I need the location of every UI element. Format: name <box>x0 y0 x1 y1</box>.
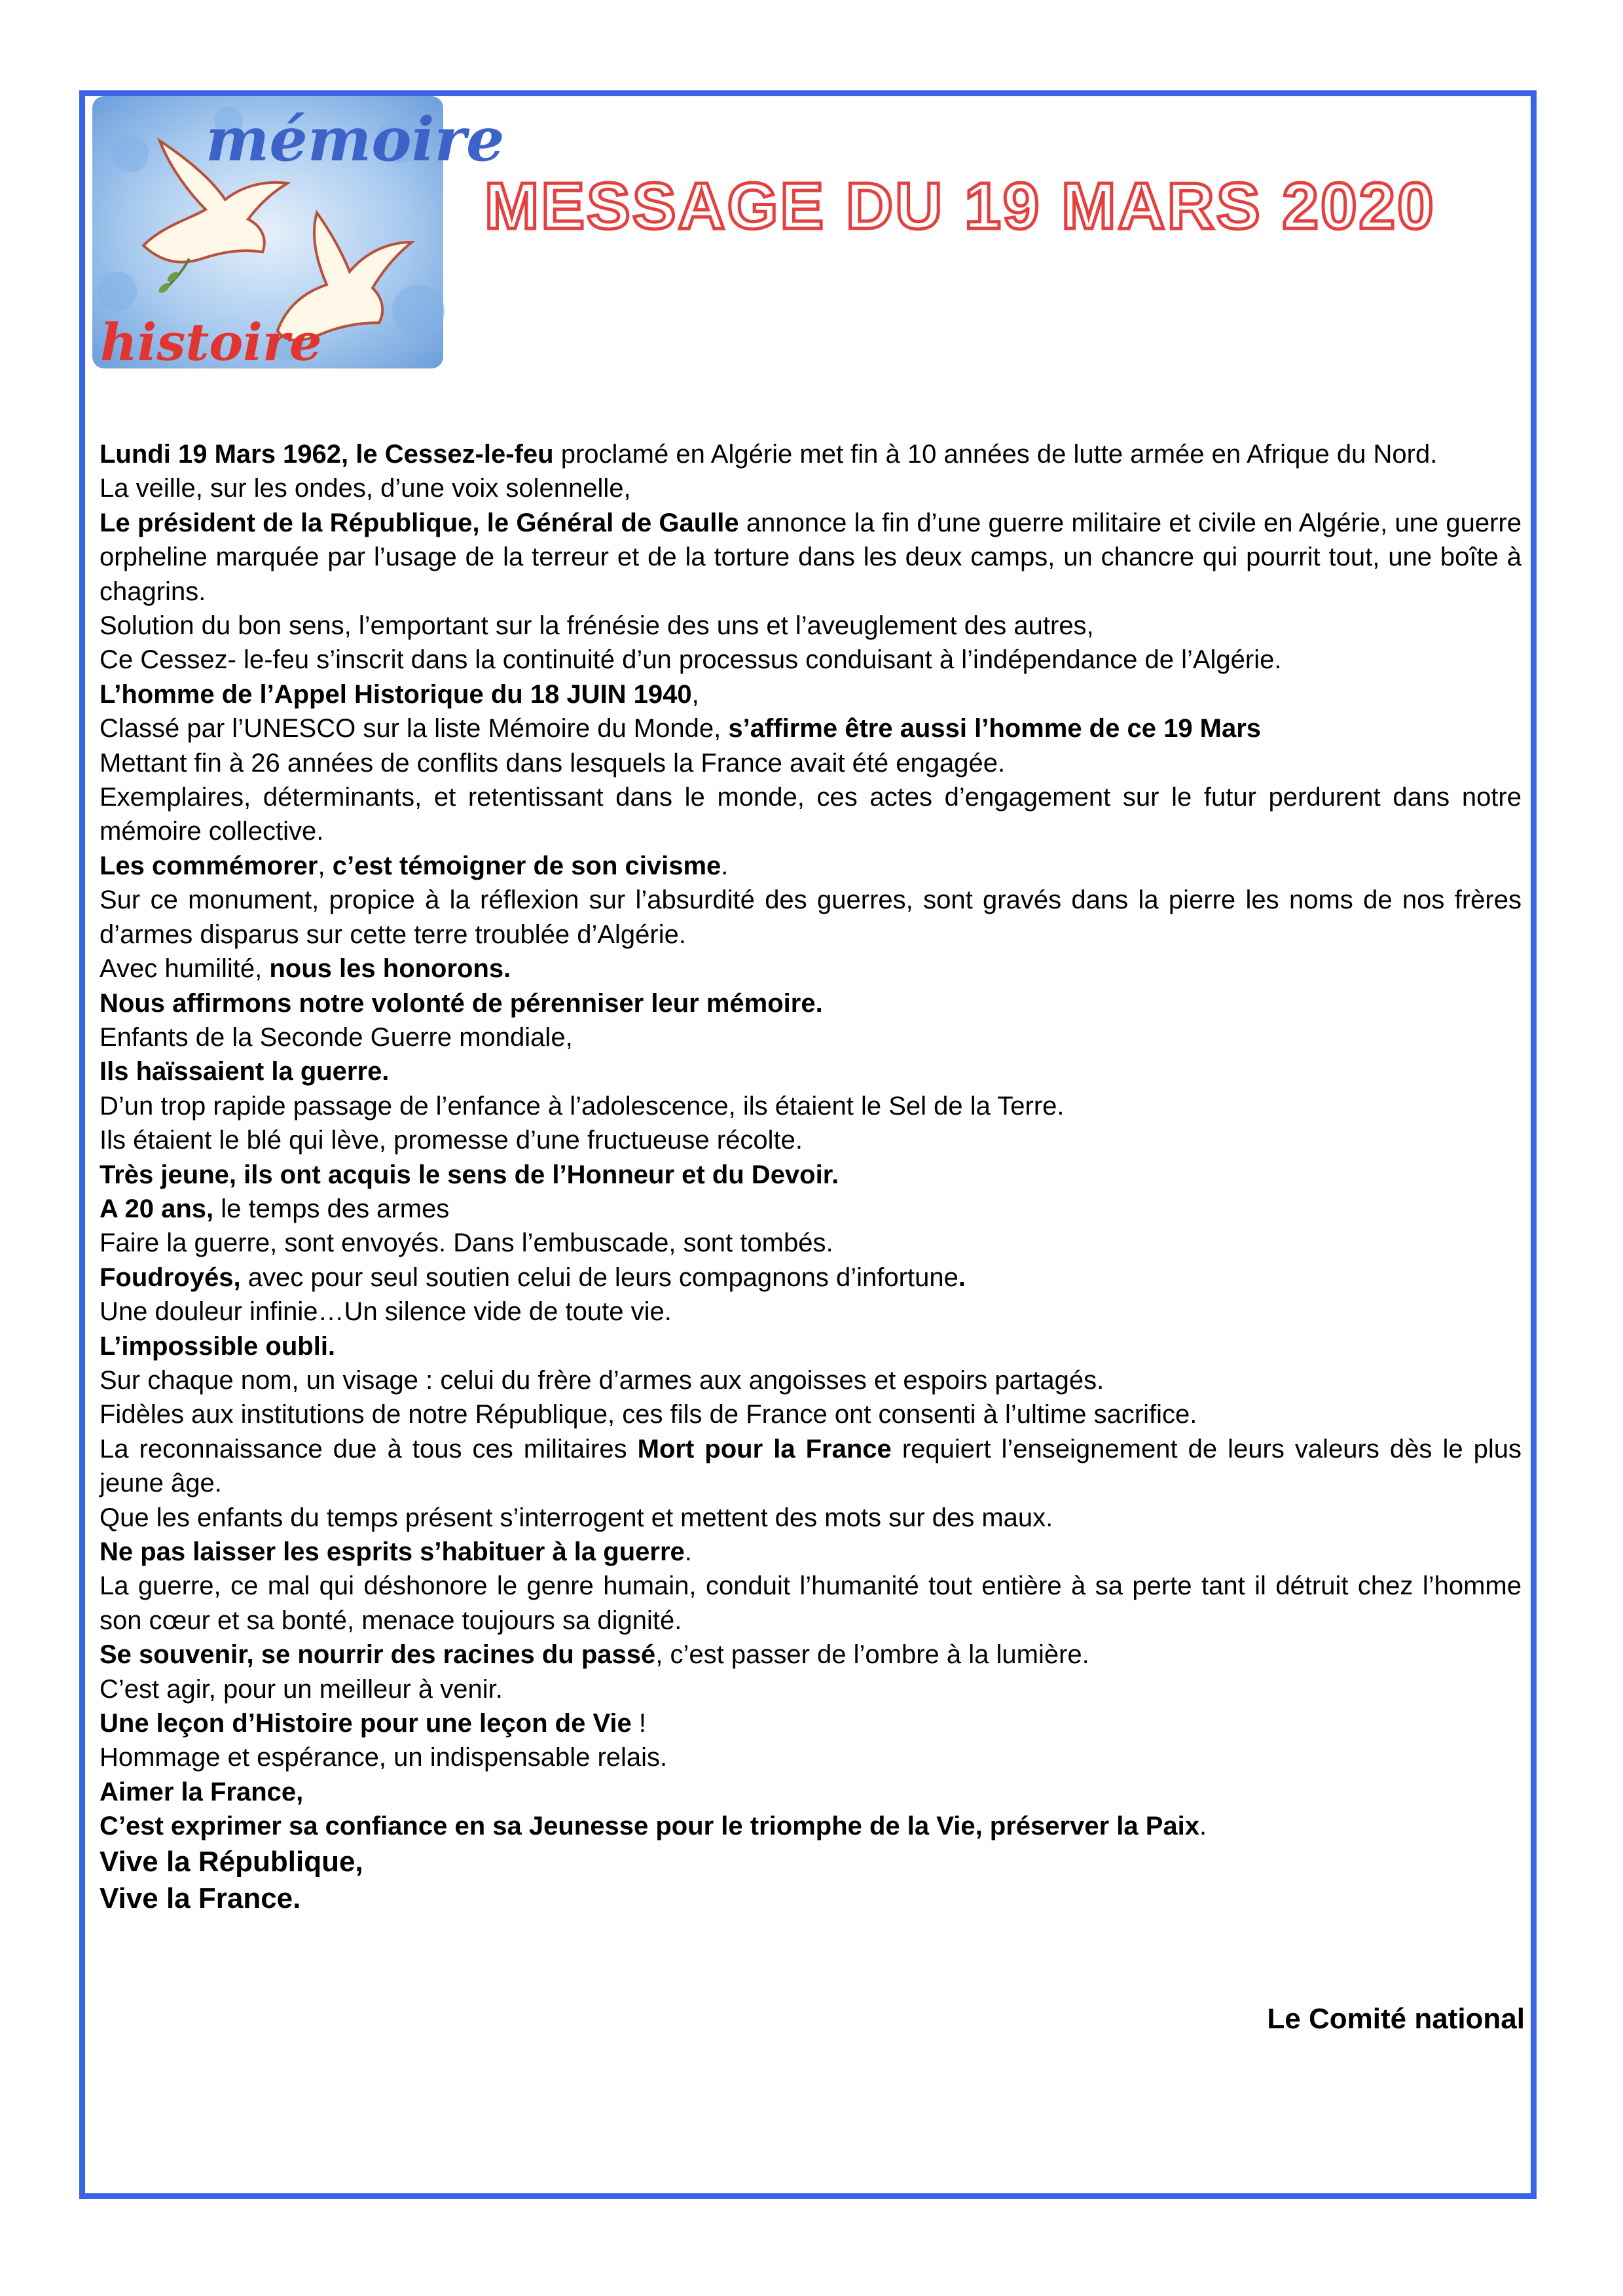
bold-text: C’est exprimer sa confiance en sa Jeunesse pour le triomphe de la Vie, préserver la Paix <box>100 1812 1200 1841</box>
text: . <box>721 851 729 880</box>
message-paragraph <box>100 711 1522 745</box>
message-paragraph <box>100 506 1522 609</box>
memoire-histoire-logo <box>91 95 505 372</box>
closing-line: Vive la République, <box>100 1845 363 1878</box>
bold-text: . <box>958 1263 966 1292</box>
message-paragraph <box>100 1089 1522 1123</box>
message-paragraph <box>100 1295 1522 1329</box>
text: Classé par l’UNESCO sur la liste Mémoire du Monde, <box>100 714 729 744</box>
text: Mettant fin à 26 années de conflits dans lesquels la France avait été engagée. <box>100 748 1006 778</box>
text: proclamé en Algérie met fin à 10 années de lutte armée en Afrique du Nord. <box>553 440 1438 469</box>
message-paragraph <box>100 849 1522 883</box>
text: avec pour seul soutien celui de leurs compagnons d’infortune <box>240 1263 958 1292</box>
text: C’est agir, pour un meilleur à venir. <box>100 1674 503 1704</box>
text: Solution du bon sens, l’emportant sur la frénésie des uns et l’aveuglement des autres, <box>100 611 1094 641</box>
text: Sur chaque nom, un visage : celui du frère d’armes aux angoisses et espoirs partagés. <box>100 1365 1104 1395</box>
message-paragraph <box>100 1706 1522 1740</box>
text: Faire la guerre, sont envoyés. Dans l’embuscade, sont tombés. <box>100 1229 833 1258</box>
message-paragraph <box>100 883 1522 952</box>
text: Enfants de la Seconde Guerre mondiale, <box>100 1022 573 1052</box>
message-paragraph <box>100 643 1522 677</box>
bold-text: nous les honorons. <box>269 954 511 984</box>
bold-text: Très jeune, ils ont acquis le sens de l’Honneur et du Devoir. <box>100 1160 839 1189</box>
text: requiert l’enseignement de leurs valeurs dès le plus jeune âge. <box>100 1434 1522 1498</box>
message-paragraph <box>100 1123 1522 1157</box>
text: Sur ce monument, propice à la réflexion sur l’absurdité des guerres, sont gravés dans la pierre les noms de nos frères d’armes disparus sur cette terre troublée d’Algérie. <box>100 886 1522 949</box>
message-body <box>100 437 1522 1917</box>
text: ! <box>631 1709 646 1738</box>
text: , <box>691 679 699 709</box>
closing-line: Vive la France. <box>100 1882 301 1914</box>
message-paragraph <box>100 780 1522 849</box>
text: Ce Cessez- le-feu s’inscrit dans la continuité d’un processus conduisant à l’indépendance de l’Algérie. <box>100 645 1282 675</box>
text: Ils étaient le blé qui lève, promesse d’une fructueuse récolte. <box>100 1126 803 1155</box>
bold-text: Ne pas laisser les esprits s’habituer à la guerre <box>100 1537 685 1566</box>
message-paragraph <box>100 1569 1522 1638</box>
text: . <box>1199 1812 1207 1841</box>
message-paragraph <box>100 1432 1522 1501</box>
bold-text: Mort pour la France <box>637 1434 892 1463</box>
message-paragraph <box>100 1809 1522 1843</box>
message-paragraph <box>100 1740 1522 1774</box>
message-paragraph <box>100 609 1522 643</box>
message-paragraph <box>100 1020 1522 1054</box>
text: Une douleur infinie…Un silence vide de toute vie. <box>100 1297 672 1327</box>
text: Hommage et espérance, un indispensable relais. <box>100 1743 668 1772</box>
message-paragraph <box>100 1054 1522 1088</box>
message-paragraph <box>100 1501 1522 1535</box>
message-paragraph <box>100 1775 1522 1809</box>
page-title: MESSAGE DU 19 MARS 2020 <box>484 170 1436 243</box>
logo-image <box>91 95 505 372</box>
text: , c’est passer de l’ombre à la lumière. <box>655 1640 1089 1670</box>
message-paragraph <box>100 1397 1522 1431</box>
message-paragraph <box>100 677 1522 711</box>
bold-text: L’impossible oubli. <box>100 1331 336 1361</box>
message-paragraph <box>100 746 1522 780</box>
bold-text: s’affirme être aussi l’homme de ce 19 Mars <box>728 714 1262 744</box>
bold-text: L’homme de l’Appel Historique du 18 JUIN 1940 <box>100 679 692 709</box>
message-paragraph <box>100 1329 1522 1363</box>
message-paragraph <box>100 1363 1522 1397</box>
text: annonce la fin d’une guerre militaire et civile en Algérie, une guerre orpheline marquée par l’usage de la terreur et de la torture dans les deux camps, un chancre qui pourrit tout, une boîte à chagrins. <box>100 508 1522 606</box>
bold-text: Le président de la République, le Général de Gaulle <box>100 508 739 537</box>
text: Fidèles aux institutions de notre République, ces fils de France ont consenti à l’ultime sacrifice. <box>100 1400 1197 1429</box>
bold-text: Ils haïssaient la guerre. <box>100 1057 390 1086</box>
bold-text: Lundi 19 Mars 1962, le Cessez-le-feu <box>100 440 554 469</box>
text: Que les enfants du temps présent s’interrogent et mettent des mots sur des maux. <box>100 1503 1053 1532</box>
bold-text: Aimer la France, <box>100 1777 304 1806</box>
bold-text: A 20 ans, <box>100 1194 214 1223</box>
bold-text: Nous affirmons notre volonté de pérenniser leur mémoire. <box>100 988 823 1018</box>
text: le temps des armes <box>213 1194 450 1223</box>
text: , <box>318 851 333 880</box>
message-paragraph <box>100 1261 1522 1295</box>
logo-word-memoire: mémoire <box>206 104 505 175</box>
message-paragraph <box>100 1638 1522 1672</box>
message-paragraph <box>100 471 1522 505</box>
message-paragraph <box>100 1158 1522 1192</box>
logo-word-histoire: histoire <box>100 313 322 372</box>
message-paragraph <box>100 437 1522 471</box>
message-paragraph <box>100 1226 1522 1260</box>
text: La reconnaissance due à tous ces militaires <box>100 1434 638 1463</box>
text: Avec humilité, <box>100 954 270 984</box>
text: . <box>684 1537 692 1566</box>
bold-text: Foudroyés, <box>100 1263 241 1292</box>
text: La veille, sur les ondes, d’une voix solennelle, <box>100 474 631 503</box>
message-paragraph <box>100 1192 1522 1226</box>
message-paragraph <box>100 986 1522 1020</box>
message-paragraph <box>100 952 1522 986</box>
text: D’un trop rapide passage de l’enfance à l’adolescence, ils étaient le Sel de la Terre. <box>100 1091 1065 1121</box>
text: Exemplaires, déterminants, et retentissant dans le monde, ces actes d’engagement sur le futur perdurent dans notre mémoire collective. <box>100 783 1522 846</box>
bold-text: Une leçon d’Histoire pour une leçon de Vie <box>100 1709 632 1738</box>
bold-text: Se souvenir, se nourrir des racines du passé <box>100 1640 656 1670</box>
message-paragraph <box>100 1535 1522 1569</box>
bold-text: c’est témoigner de son civisme <box>332 851 721 880</box>
bold-text: Les commémorer <box>100 851 318 880</box>
message-paragraph <box>100 1672 1522 1706</box>
signature: Le Comité national <box>1267 2003 1525 2035</box>
text: La guerre, ce mal qui déshonore le genre humain, conduit l’humanité tout entière à sa perte tant il détruit chez l’homme son cœur et sa bonté, menace toujours sa dignité. <box>100 1571 1522 1635</box>
